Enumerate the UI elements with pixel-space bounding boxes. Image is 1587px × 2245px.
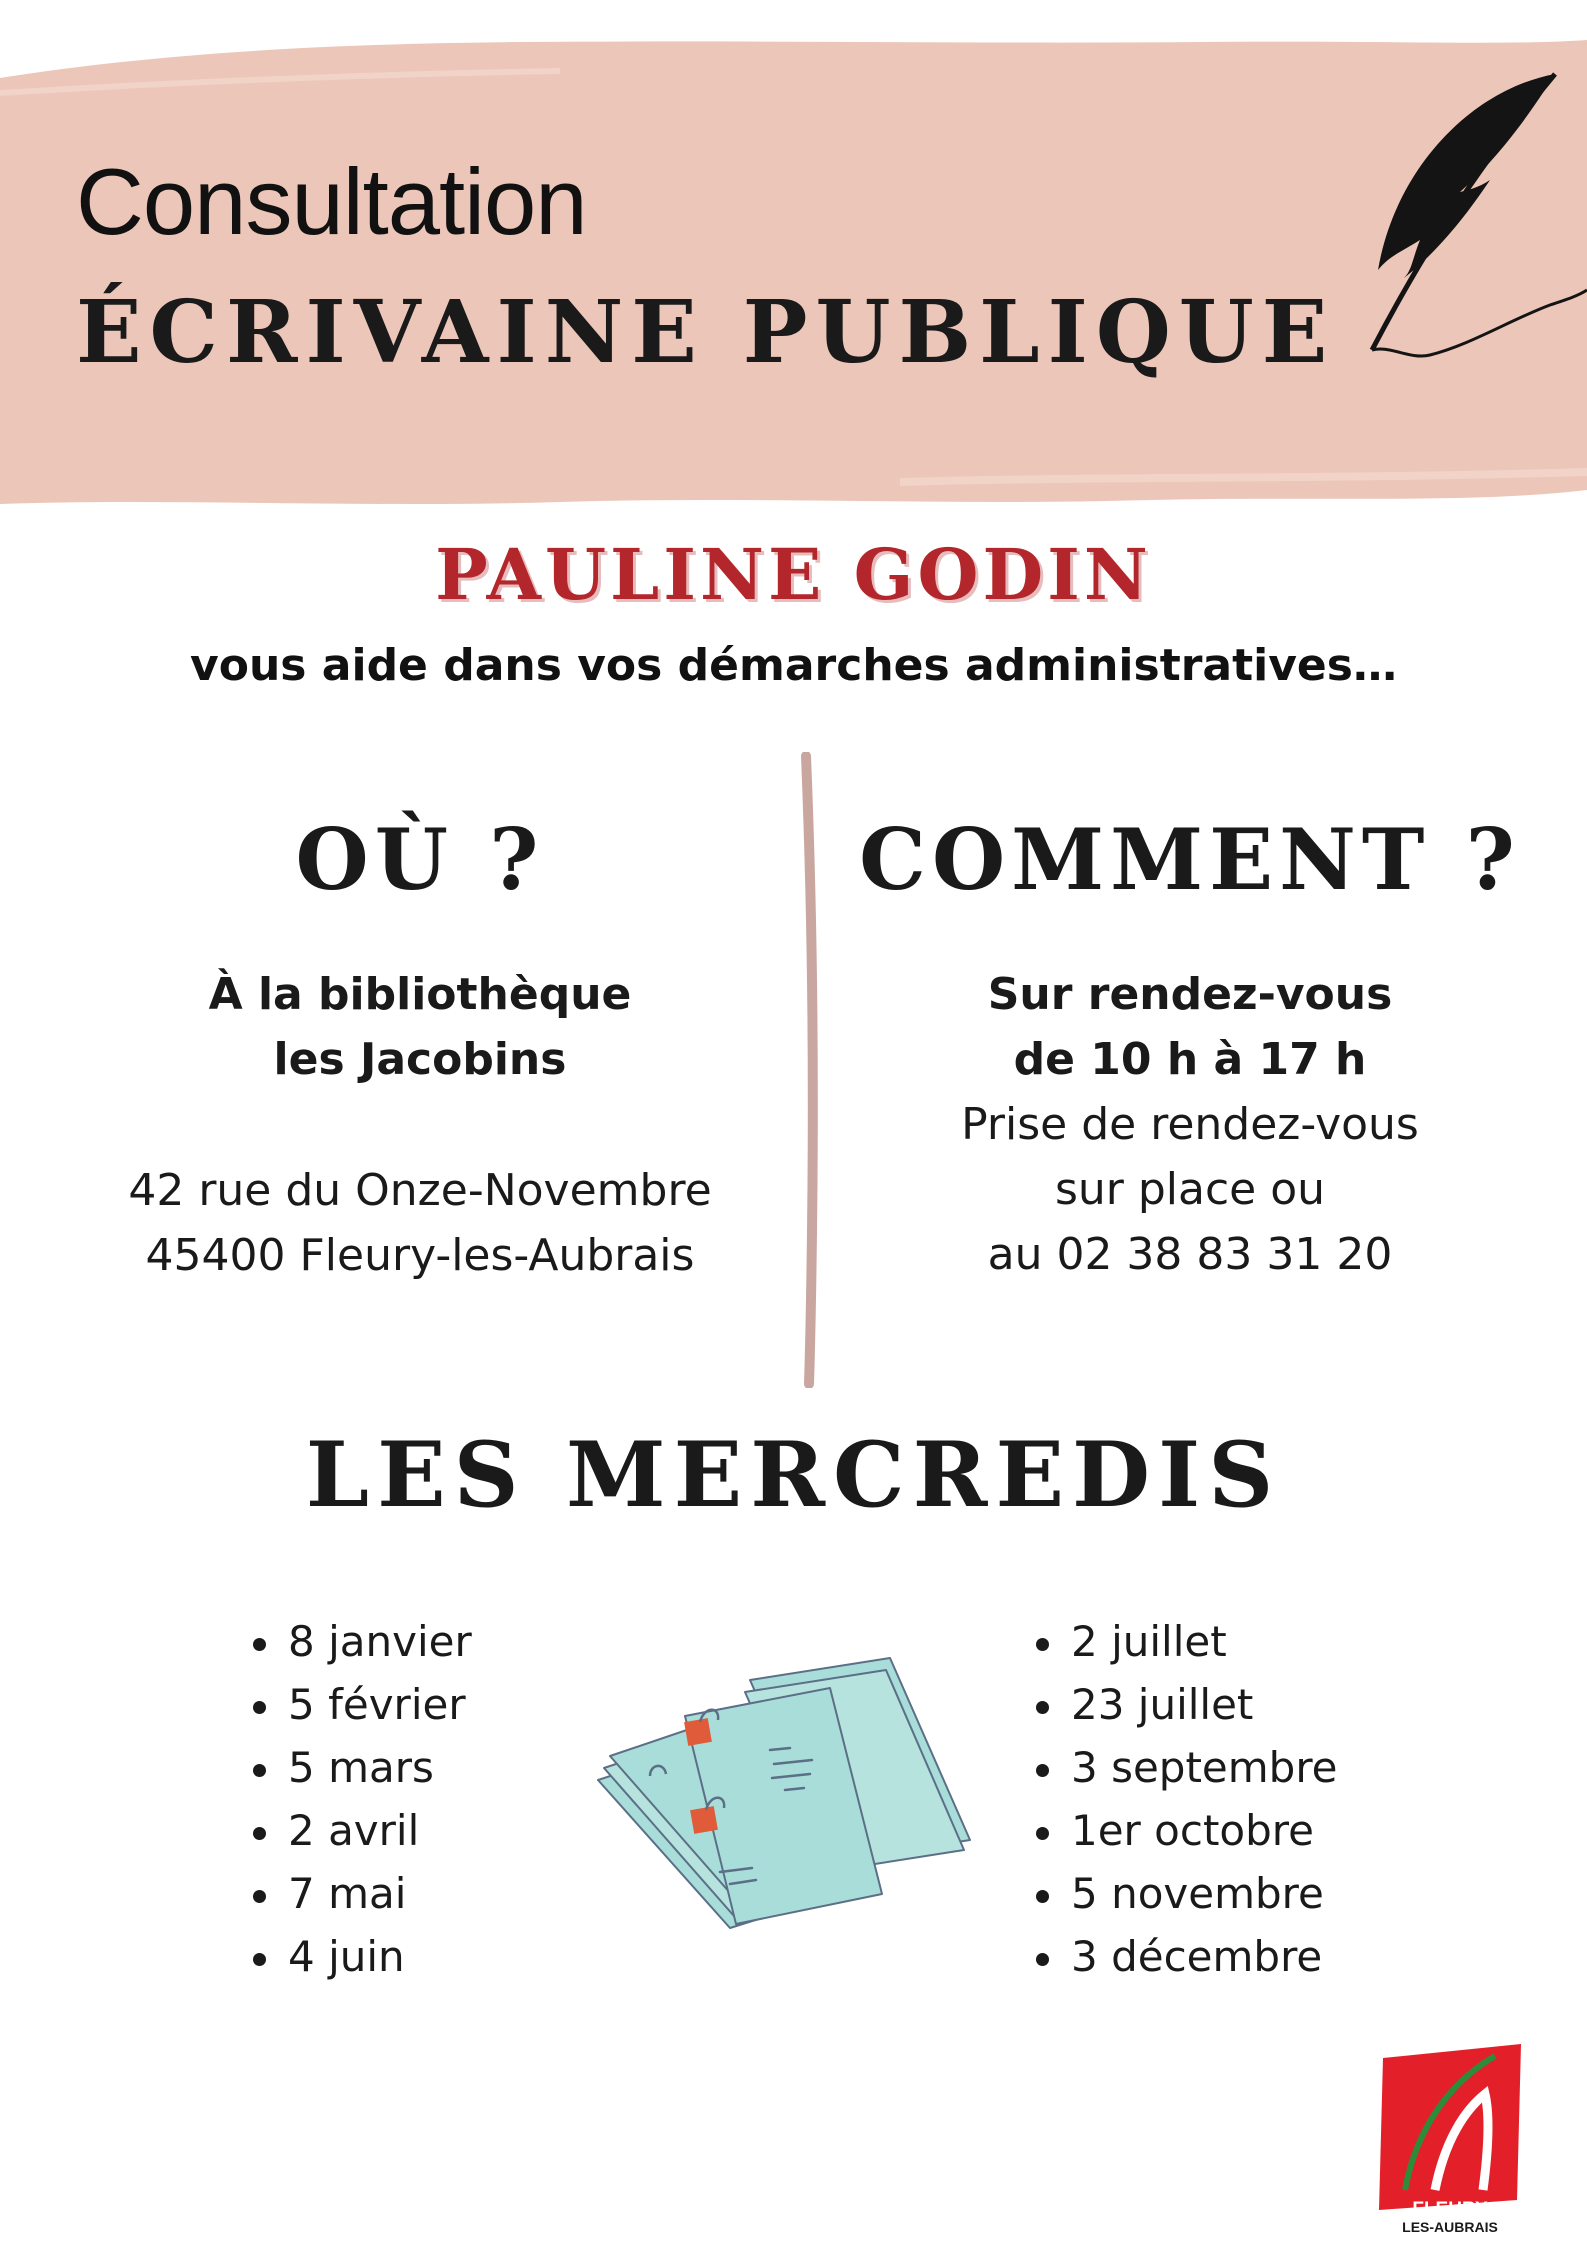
service-subtitle: vous aide dans vos démarches administratives…: [190, 640, 1397, 691]
where-address: [20, 1158, 820, 1288]
dates-list-right: [1036, 1610, 1338, 1988]
writer-name: PAULINE GODIN: [435, 533, 1152, 616]
schedule-heading: LES MERCREDIS: [305, 1422, 1282, 1528]
date-item: 2 juillet: [1036, 1610, 1338, 1673]
where-place-line2: les Jacobins: [273, 1034, 567, 1085]
how-line5: au 02 38 83 31 20: [987, 1229, 1393, 1280]
date-item: 1er octobre: [1036, 1799, 1338, 1862]
where-heading: OÙ ?: [295, 810, 545, 909]
where-place: [20, 962, 820, 1092]
where-place-line1: À la bibliothèque: [208, 969, 632, 1020]
how-heading: COMMENT ?: [859, 810, 1521, 909]
how-line1: Sur rendez-vous: [987, 969, 1393, 1020]
date-item: 5 mars: [253, 1736, 472, 1799]
date-item: 2 avril: [253, 1799, 472, 1862]
how-line4: sur place ou: [1054, 1164, 1326, 1215]
date-item: 8 janvier: [253, 1610, 472, 1673]
date-item: 3 décembre: [1036, 1925, 1338, 1988]
quill-pen-icon: [1320, 60, 1587, 380]
logo-line1: FLEURY: [1412, 2199, 1488, 2220]
header-title-line2: ÉCRIVAINE PUBLIQUE: [76, 282, 1336, 383]
where-address-line2: 45400 Fleury-les-Aubrais: [145, 1230, 695, 1281]
header-title-line1: Consultation: [76, 149, 587, 254]
where-address-line1: 42 rue du Onze-Novembre: [128, 1165, 712, 1216]
how-line2: de 10 h à 17 h: [1013, 1034, 1367, 1085]
how-details: [800, 962, 1580, 1287]
paper-stack-icon: [590, 1640, 980, 1930]
logo-line2: LES-AUBRAIS: [1402, 2219, 1498, 2235]
date-item: 4 juin: [253, 1925, 472, 1988]
date-item: 5 novembre: [1036, 1862, 1338, 1925]
dates-list-left: [253, 1610, 472, 1988]
date-item: 5 février: [253, 1673, 472, 1736]
date-item: 7 mai: [253, 1862, 472, 1925]
date-item: 23 juillet: [1036, 1673, 1338, 1736]
how-line3: Prise de rendez-vous: [961, 1099, 1419, 1150]
date-item: 3 septembre: [1036, 1736, 1338, 1799]
